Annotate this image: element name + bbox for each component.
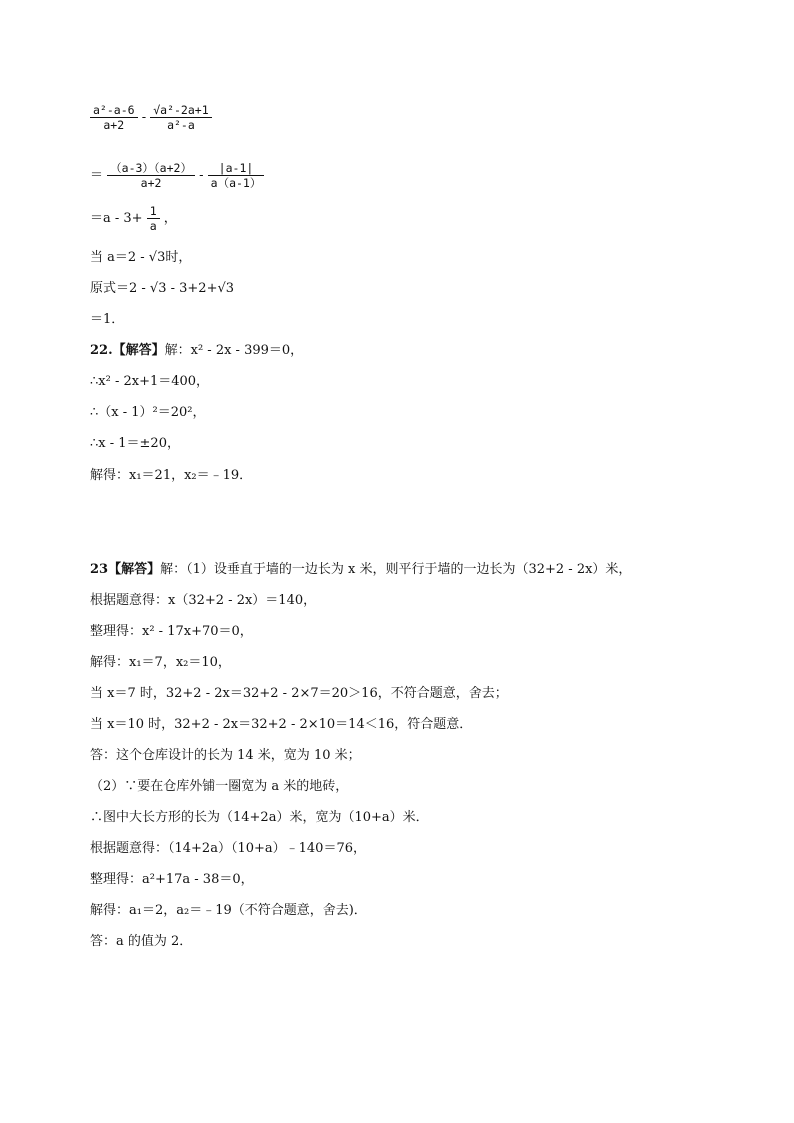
text-line: 当 x＝10 时，32+2 - 2x＝32+2 - 2×10＝14＜16，符合题意． xyxy=(90,717,473,732)
text-line: 当 x＝7 时，32+2 - 2x＝32+2 - 2×7＝20＞16，不符合题意，舍去； xyxy=(90,686,508,701)
equals-sign: ＝ xyxy=(90,168,104,183)
text: 解：（1）设垂直于墙的一边长为 x 米，则平行于墙的一边长为（32+2 - 2x）米， xyxy=(160,562,632,577)
text-line: 解得：a₁＝2，a₂＝﹣19（不符合题意，舍去)． xyxy=(90,903,367,918)
answer-heading: 23【解答】 xyxy=(90,562,161,577)
denominator: a（a-1） xyxy=(210,176,262,190)
numerator: （a-3）（a+2） xyxy=(107,161,195,176)
expr-line-3 xyxy=(90,204,177,233)
text-line: 当 a＝2 - √3时， xyxy=(90,250,192,265)
text-line: 根据题意得：（14+2a）（10+a）﹣140＝76， xyxy=(90,841,366,856)
text-line: 解得：x₁＝7，x₂＝10， xyxy=(90,655,231,670)
text-line: （2）∵要在仓库外铺一圈宽为 a 米的地砖， xyxy=(90,779,349,794)
fraction xyxy=(208,161,265,190)
text-line: ∴x² - 2x+1＝400， xyxy=(90,374,210,389)
problem-23-line-1 xyxy=(90,562,631,578)
fraction xyxy=(150,103,211,132)
text-line: ＝1． xyxy=(90,312,125,327)
minus-sign: - xyxy=(141,110,147,125)
text-line: 整理得：a²+17a - 38＝0， xyxy=(90,872,254,887)
fraction xyxy=(107,161,195,190)
denominator: a+2 xyxy=(103,118,125,132)
text-line: ∴（x - 1）²＝20²， xyxy=(90,405,206,420)
denominator: a xyxy=(149,219,157,233)
text-line: 根据题意得：x（32+2 - 2x）＝140， xyxy=(90,593,317,608)
fraction xyxy=(147,204,160,233)
expr-line-1 xyxy=(90,103,212,132)
text-line: 整理得：x² - 17x+70＝0， xyxy=(90,624,253,639)
numerator: |a-1| xyxy=(208,161,265,176)
text-line: ∴图中大长方形的长为（14+2a）米，宽为（10+a）米． xyxy=(90,810,429,825)
text-line: 答：这个仓库设计的长为 14 米，宽为 10 米； xyxy=(90,748,361,763)
expr-text: ， xyxy=(163,211,177,226)
numerator: 1 xyxy=(147,204,160,219)
denominator: a²-a xyxy=(167,118,195,132)
text: 解：x² - 2x - 399＝0， xyxy=(164,343,304,358)
expr-text: ＝a - 3+ xyxy=(90,211,143,226)
fraction xyxy=(90,103,138,132)
answer-heading: 22.【解答】 xyxy=(90,343,165,358)
text-line: 答：a 的值为 2． xyxy=(90,934,193,949)
numerator: √a²-2a+1 xyxy=(150,103,211,118)
numerator: a²-a-6 xyxy=(90,103,138,118)
denominator: a+2 xyxy=(140,176,162,190)
text-line: ∴x - 1＝±20， xyxy=(90,436,180,451)
text-line: 解得：x₁＝21，x₂＝﹣19． xyxy=(90,468,253,483)
expr-line-2 xyxy=(90,161,264,190)
text-line: 原式＝2 - √3 - 3+2+√3 xyxy=(90,281,235,296)
problem-22-line-1 xyxy=(90,343,303,359)
minus-sign: - xyxy=(199,168,204,183)
